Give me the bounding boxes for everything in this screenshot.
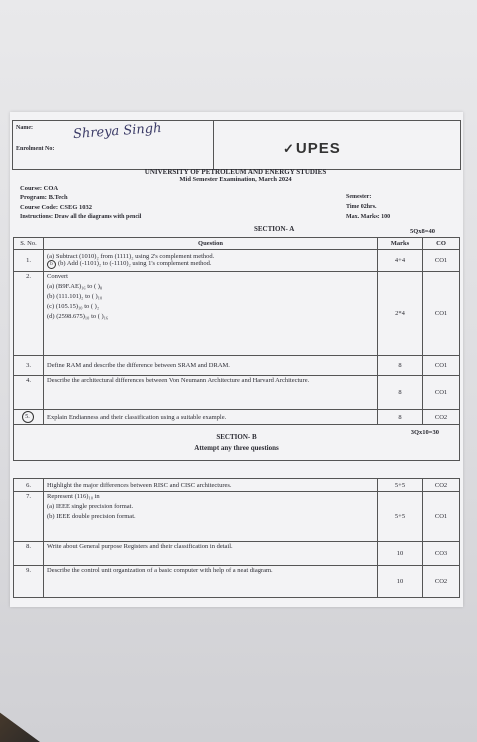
col-question: Question bbox=[44, 238, 378, 250]
program: Program: B.Tech bbox=[20, 194, 68, 201]
section-b-table bbox=[13, 478, 460, 598]
upes-logo: ✓UPES bbox=[283, 140, 341, 157]
section-a-scheme: 5Qx8=40 bbox=[410, 228, 436, 235]
semester: Semester: bbox=[346, 194, 372, 200]
signature: Shreya Singh bbox=[72, 120, 162, 143]
table-row: 3. Define RAM and describe the difference between SRAM and DRAM. 8 CO1 bbox=[14, 356, 460, 376]
section-b-subtitle: Attempt any three questions bbox=[194, 444, 279, 452]
table-row: 2. Convert (a) (B9F.AE)₁₆ to ( )₈ (b) (111.101)₂ to ( )₁₀ (c) (105.15)₁₀ to ( )₂ (d) (2598.675)₁₀ to ( )₁₆ 2*4 CO1 bbox=[14, 272, 460, 356]
course-code: Course Code: CSEG 1032 bbox=[20, 204, 93, 211]
section-b-title: SECTION- B bbox=[216, 433, 257, 441]
circle-mark-icon: b bbox=[47, 260, 56, 269]
col-co: CO bbox=[423, 238, 460, 250]
table-row: 9. Describe the control unit organization of a basic computer with help of a neat diagram. 10 CO2 bbox=[14, 566, 460, 598]
section-a-title: SECTION- A bbox=[254, 225, 295, 233]
table-row: 4. Describe the architectural differences between Von Neumann Architecture and Harvard Architecture. 8 CO1 bbox=[14, 376, 460, 410]
candidate-box bbox=[13, 121, 214, 169]
table-row: 6. Highlight the major differences between RISC and CISC architectures. 5+5 CO2 bbox=[14, 479, 460, 492]
col-marks: Marks bbox=[378, 238, 423, 250]
circled-number-icon: 5. bbox=[22, 411, 34, 423]
max-marks: Max. Marks: 100 bbox=[346, 214, 391, 220]
table-row: 8. Write about General purpose Registers and their classification in detail. 10 CO3 bbox=[14, 542, 460, 566]
table-row: 1. (a) Subtract (1010)₂ from (1111)₂ using 2's complement method. b (b) Add (-1101)₂ to (-1110)₂ using 1's complement method. 4+4 CO1 bbox=[14, 250, 460, 272]
table-header-row bbox=[14, 238, 460, 250]
name-label: Name: bbox=[16, 125, 33, 131]
logo-mark-icon: ✓ bbox=[283, 141, 295, 156]
university-title: UNIVERSITY OF PETROLEUM AND ENERGY STUDIES bbox=[144, 168, 327, 176]
col-sno: S. No. bbox=[14, 238, 44, 250]
instructions: Instructions: Draw all the diagrams with pencil bbox=[20, 214, 142, 220]
section-b-scheme: 3Qx10=30 bbox=[410, 429, 439, 436]
section-b-header-row bbox=[14, 425, 460, 461]
time: Time 02hrs. bbox=[346, 204, 377, 210]
table-row: 7. Represent (116)₁₀ in (a) IEEE single precision format. (b) IEEE double precision format. 5+5 CO1 bbox=[14, 492, 460, 542]
enrolment-label: Enrolment No: bbox=[16, 146, 55, 152]
header-box bbox=[12, 120, 461, 170]
table-row: 5. Explain Endianness and their classification using a suitable example. 8 CO2 bbox=[14, 410, 460, 425]
section-a-table bbox=[13, 237, 460, 461]
exam-title: Mid Semester Examination, March 2024 bbox=[179, 176, 292, 183]
course: Course: COA bbox=[20, 185, 59, 192]
